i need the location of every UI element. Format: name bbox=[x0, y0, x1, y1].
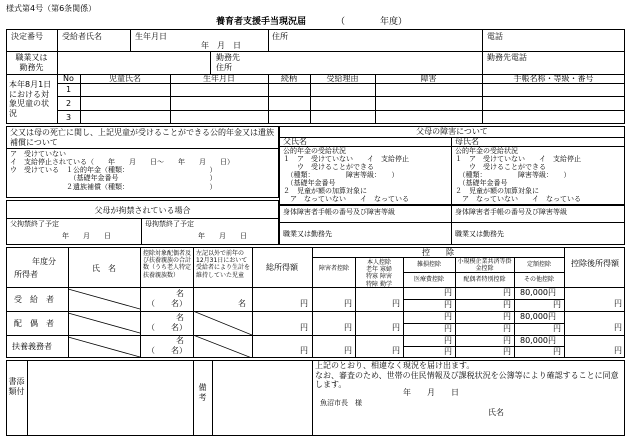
obligor-after-yen[interactable]: 円 bbox=[614, 346, 622, 355]
children-header-reason: 受給理由 bbox=[326, 74, 359, 83]
deduction-disabled: 障害者控除 bbox=[318, 265, 349, 272]
father-status-title: 公的年金の受給状況 bbox=[283, 147, 346, 155]
mother-status-title: 公的年金の受給状況 bbox=[455, 147, 518, 155]
obligor-other-yen[interactable]: 円 bbox=[553, 347, 561, 356]
recipient-spouse-yen[interactable]: 円 bbox=[503, 300, 511, 309]
recipient-dependents-count[interactable]: 名 bbox=[176, 289, 184, 298]
mother-status-1[interactable]: １ ア 受けていない イ 支給停止 bbox=[455, 155, 581, 163]
children-diagonal-lines bbox=[193, 311, 252, 358]
father-name-label: 父氏名 bbox=[283, 137, 307, 146]
form-number: 様式第4号（第6条関係） bbox=[6, 4, 97, 13]
mother-job-label: 職業又は勤務先 bbox=[455, 230, 504, 238]
row-recipient-label: 受 給 者 bbox=[14, 295, 54, 304]
father-status-5: ２ 児童が額の加算対象に bbox=[283, 187, 367, 195]
children-row-number: 3 bbox=[65, 113, 72, 122]
pension-survivor-comp[interactable]: ２遺族補償（種類： ） bbox=[10, 183, 217, 191]
name-diagonal bbox=[68, 289, 140, 309]
workplace-field[interactable] bbox=[252, 54, 478, 71]
income-header-deduction: 控 除 bbox=[422, 248, 454, 257]
father-job-label: 職業又は勤務先 bbox=[283, 230, 332, 238]
remarks-area[interactable] bbox=[216, 364, 308, 432]
attachment-area[interactable] bbox=[30, 364, 190, 432]
recipient-other-yen[interactable]: 円 bbox=[553, 300, 561, 309]
attachment-label: 書添類付 bbox=[8, 377, 25, 396]
deduction-sick: 雑損控除 bbox=[416, 261, 441, 268]
mother-release-label: 母拘禁終了予定 bbox=[145, 220, 194, 228]
father-status-3: （種類： 障害等級： ） bbox=[283, 171, 399, 179]
obligor-person-yen[interactable]: 円 bbox=[392, 346, 400, 355]
recipient-elderly-count[interactable]: （ 名） bbox=[147, 299, 187, 308]
spouse-elderly-count[interactable]: （ 名） bbox=[147, 323, 187, 332]
income-header-name: 氏 名 bbox=[92, 264, 116, 273]
spouse-spouse-yen[interactable]: 円 bbox=[503, 324, 511, 333]
recipient-total-yen[interactable]: 円 bbox=[300, 299, 308, 308]
father-handbook-label: 身体障害者手帳の番号及び障害等級 bbox=[283, 208, 395, 216]
row-obligor-label: 扶養義務者 bbox=[12, 342, 52, 351]
obligor-spouse-yen[interactable]: 円 bbox=[503, 347, 511, 356]
workplace-label: 勤務先 bbox=[216, 53, 240, 62]
occupation-label: 職業又は 勤務先 bbox=[15, 53, 48, 72]
children-header-name: 児童氏名 bbox=[109, 74, 141, 83]
detention-label: 父母が拘禁されている場合 bbox=[94, 206, 191, 215]
spouse-sick-yen[interactable]: 円 bbox=[444, 312, 452, 321]
declaration-text: 上記のとおり、相違なく現況を届け出ます。 なお、審査のため、世帯の住民情報及び課税状況を公簿等により確認することに同意します。 bbox=[315, 361, 619, 390]
row-spouse-label: 配 偶 者 bbox=[14, 319, 54, 328]
children-diagonal bbox=[193, 335, 252, 358]
income-header-dependents: 控除対象配偶者及び扶養親族の合計数（うち老人特定扶養親族数） bbox=[143, 250, 192, 279]
income-header-who: 所得者 bbox=[14, 270, 38, 279]
phone-field[interactable] bbox=[487, 42, 617, 49]
deduction-small-business: 小規模企業共済等掛金控除 bbox=[457, 258, 512, 273]
obligor-flat-amount: 80,000円 bbox=[520, 336, 556, 345]
mother-release-date[interactable]: 年 月 日 bbox=[198, 232, 247, 240]
address-label: 住所 bbox=[272, 32, 288, 41]
spouse-small-yen[interactable]: 円 bbox=[503, 312, 511, 321]
pension-left-title: 父又は母の死亡に関し、上記児童が受けることができる公的年金又は遺族補償について bbox=[10, 128, 274, 147]
deduction-person: 本人控除 老年 寡婦 特寡 障害 特障 勤学 bbox=[366, 259, 392, 288]
parents-disability-title: 父母の障害について bbox=[416, 127, 488, 136]
deduction-spouse: 配偶者特別控除 bbox=[463, 276, 506, 283]
father-status-1[interactable]: １ ア 受けていない イ 支給停止 bbox=[283, 155, 409, 163]
spouse-after-yen[interactable]: 円 bbox=[614, 323, 622, 332]
address-field[interactable] bbox=[272, 42, 477, 49]
mother-status-6[interactable]: ア なっていない イ なっている bbox=[455, 195, 581, 203]
obligor-disabled-yen[interactable]: 円 bbox=[344, 346, 352, 355]
obligor-medical-yen[interactable]: 円 bbox=[444, 347, 452, 356]
birth-date-field[interactable]: 年 月 日 bbox=[201, 41, 241, 50]
birth-date-label: 生年月日 bbox=[135, 32, 167, 41]
obligor-sick-yen[interactable]: 円 bbox=[444, 336, 452, 345]
decision-number-label: 決定番号 bbox=[11, 32, 43, 41]
pension-option-b[interactable]: イ 支給停止されている（ 年 月 日〜 年 月 日） bbox=[10, 158, 234, 166]
declaration-date[interactable]: 年 月 日 bbox=[403, 388, 459, 397]
recipient-name-field[interactable] bbox=[62, 42, 126, 49]
deduction-other: その他控除 bbox=[523, 276, 554, 283]
mother-status-4: （基礎年金番号 bbox=[455, 179, 508, 187]
workplace-phone-field[interactable] bbox=[487, 64, 617, 71]
obligor-total-yen[interactable]: 円 bbox=[300, 346, 308, 355]
remarks-label: 備考 bbox=[198, 383, 207, 402]
decision-number-field[interactable] bbox=[10, 42, 54, 49]
mother-status-2[interactable]: ウ 受けることができる bbox=[455, 163, 546, 171]
children-row-number: 1 bbox=[65, 85, 72, 94]
recipient-flat-amount: 80,000円 bbox=[520, 288, 556, 297]
children-header-relation: 続柄 bbox=[281, 74, 297, 83]
mother-status-3: （種類： 障害等級： ） bbox=[455, 171, 571, 179]
recipient-name-label: 受給者氏名 bbox=[62, 32, 102, 41]
signature-label: 氏名 bbox=[488, 408, 504, 417]
workplace-phone-label: 勤務先電話 bbox=[487, 53, 527, 62]
obligor-elderly-count[interactable]: （ 名） bbox=[147, 346, 187, 355]
father-status-4: （基礎年金番号 bbox=[283, 179, 336, 187]
income-header-year: 年度分 bbox=[32, 257, 56, 266]
children-row-number: 2 bbox=[65, 99, 72, 108]
recipient-medical-yen[interactable]: 円 bbox=[444, 300, 452, 309]
children-side-label: 本年8月1日における対象児童の状況 bbox=[9, 80, 52, 118]
fiscal-year-label: 年度） bbox=[380, 17, 408, 27]
spouse-disabled-yen[interactable]: 円 bbox=[344, 323, 352, 332]
pension-option-a[interactable]: ア 受けていない bbox=[10, 150, 66, 158]
spouse-other-yen[interactable]: 円 bbox=[553, 324, 561, 333]
children-diagonal bbox=[193, 311, 252, 335]
mother-handbook-label: 身体障害者手帳の番号及び障害等級 bbox=[455, 208, 567, 216]
name-diagonal-lines bbox=[68, 287, 140, 358]
father-release-label: 父拘禁終了予定 bbox=[10, 220, 59, 228]
recipient-sick-yen[interactable]: 円 bbox=[444, 288, 452, 297]
occupation-field[interactable] bbox=[62, 56, 206, 70]
mother-status-5: ２ 児童が額の加算対象に bbox=[455, 187, 539, 195]
deduction-flat: 定額控除 bbox=[526, 261, 551, 268]
recipient-after-yen[interactable]: 円 bbox=[614, 299, 622, 308]
signature-field[interactable] bbox=[505, 409, 615, 418]
spouse-medical-yen[interactable]: 円 bbox=[444, 324, 452, 333]
father-release-date[interactable]: 年 月 日 bbox=[62, 232, 111, 240]
obligor-dependents-count[interactable]: 名 bbox=[176, 336, 184, 345]
deduction-medical: 医療費控除 bbox=[413, 276, 444, 283]
father-status-6[interactable]: ア なっていない イ なっている bbox=[283, 195, 409, 203]
workplace-address-label: 住所 bbox=[216, 63, 232, 72]
obligor-small-yen[interactable]: 円 bbox=[503, 336, 511, 345]
recipient-disabled-yen[interactable]: 円 bbox=[344, 299, 352, 308]
pension-option-c[interactable]: ウ 受けている １公的年金（種類： ） bbox=[10, 166, 217, 174]
spouse-person-yen[interactable]: 円 bbox=[392, 323, 400, 332]
income-header-total: 総所得額 bbox=[266, 263, 298, 272]
children-header-birth: 生年月日 bbox=[203, 74, 235, 83]
mother-name-label: 母氏名 bbox=[455, 137, 479, 146]
form-title: 養育者支援手当現況届 bbox=[216, 17, 307, 27]
father-status-2[interactable]: ウ 受けることができる bbox=[283, 163, 374, 171]
addressee-mayor: 魚沼市長 様 bbox=[320, 399, 362, 407]
phone-label: 電話 bbox=[487, 32, 503, 41]
pension-basic-number: （基礎年金番号 ） bbox=[10, 174, 217, 182]
children-header-no: No bbox=[63, 74, 74, 83]
children-header-disability: 障害 bbox=[420, 74, 437, 83]
children-header-handbook: 手帳名称・等級・番号 bbox=[513, 74, 594, 83]
name-diagonal bbox=[68, 313, 140, 333]
recipient-person-yen[interactable]: 円 bbox=[392, 299, 400, 308]
income-header-children: 左記以外で前年の12月31日において受給者により生計を維持していた児童 bbox=[196, 250, 251, 279]
name-diagonal bbox=[68, 337, 140, 357]
income-header-after: 控除後所得額 bbox=[571, 259, 619, 268]
spouse-flat-amount: 80,000円 bbox=[520, 312, 556, 321]
fiscal-year-open: （ bbox=[336, 17, 346, 27]
recipient-children-count[interactable]: 名 bbox=[238, 299, 246, 308]
recipient-small-yen[interactable]: 円 bbox=[503, 288, 511, 297]
spouse-dependents-count[interactable]: 名 bbox=[176, 313, 184, 322]
spouse-total-yen[interactable]: 円 bbox=[300, 323, 308, 332]
